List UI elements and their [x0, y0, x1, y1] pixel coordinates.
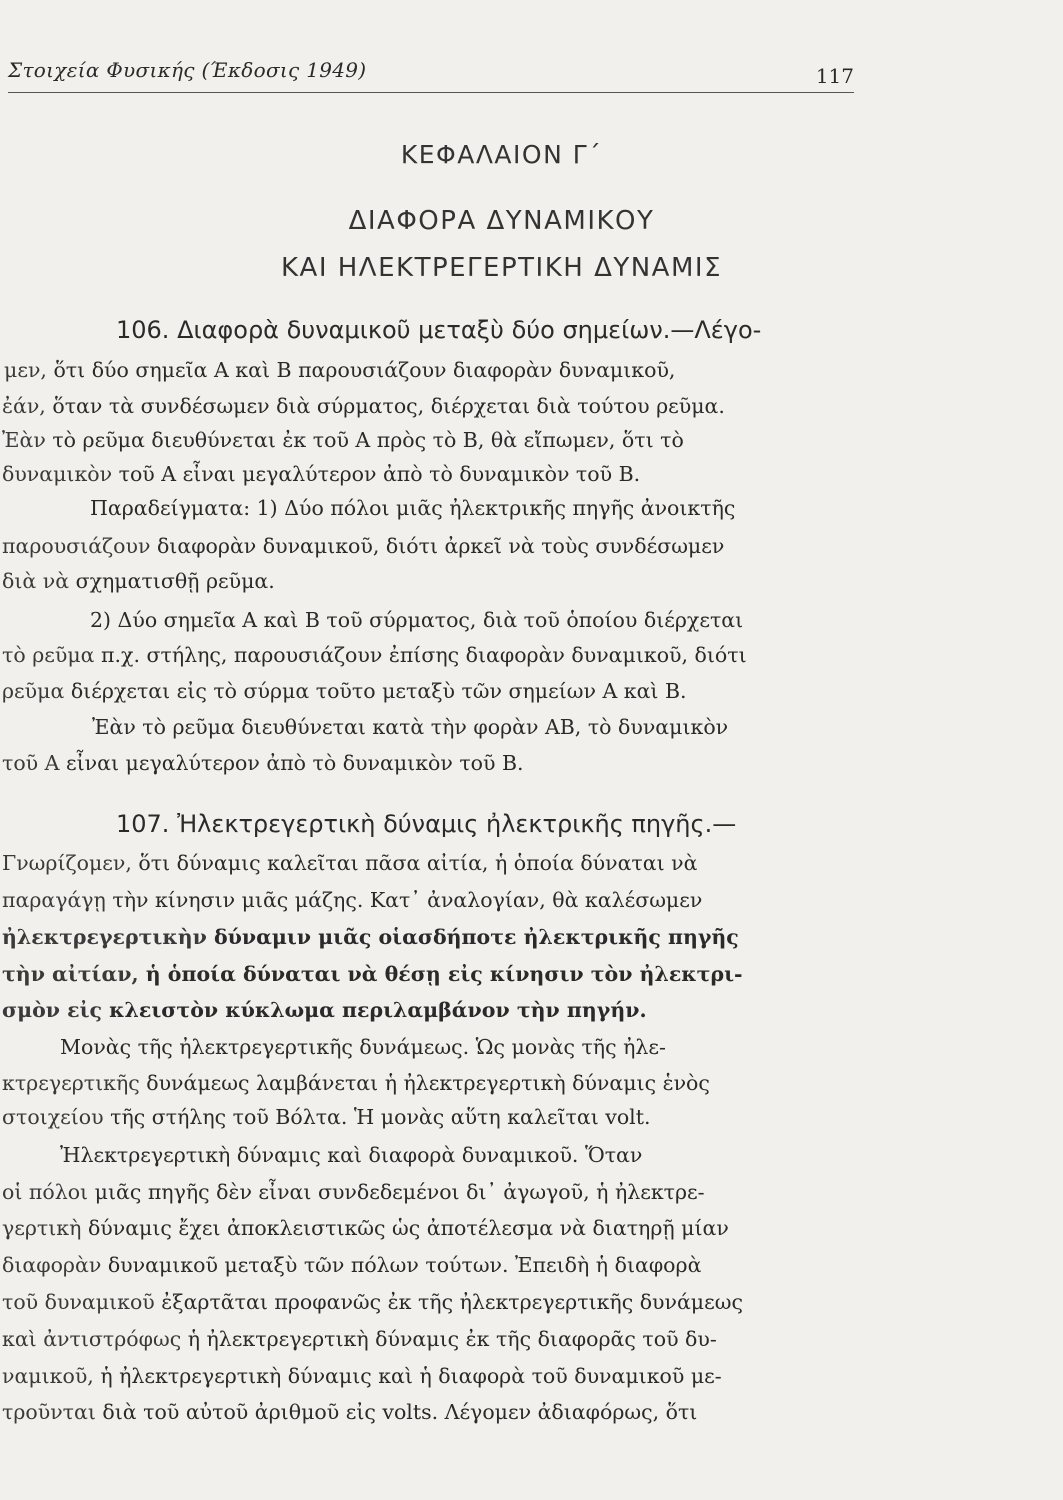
- text-line: παραγάγῃ τὴν κίνησιν μιᾶς μάζης. Κατ᾿ ἀναλογίαν, θὰ καλέσωμεν: [2, 888, 703, 912]
- text-line: Ἐὰν τὸ ρεῦμα διευθύνεται ἐκ τοῦ Α πρὸς τὸ Β, θὰ εἴπωμεν, ὅτι τὸ: [2, 428, 684, 452]
- subheading-unit: Μονὰς τῆς ἠλεκτρεγερτικῆς δυνάμεως. Ὡς μονὰς τῆς ἠλε-: [60, 1035, 666, 1059]
- page-header: [8, 52, 854, 93]
- text-line: κτρεγερτικῆς δυνάμεως λαμβάνεται ἡ ἠλεκτρεγερτικὴ δύναμις ἑνὸς: [2, 1071, 710, 1095]
- chapter-title-line-1: ΔΙΑΦΟΡΑ ΔΥΝΑΜΙΚΟΥ: [348, 206, 655, 236]
- section-107-heading: 107. Ἠλεκτρεγερτικὴ δύναμις ἠλεκτρικῆς πηγῆς.—: [116, 810, 737, 838]
- chapter-label: ΚΕΦΑΛΑΙΟΝ Γ΄: [400, 140, 603, 169]
- text-line: τροῦνται διὰ τοῦ αὐτοῦ ἀριθμοῦ εἰς volts. Λέγομεν ἀδιαφόρως, ὅτι: [2, 1400, 698, 1424]
- text-line: τὴν αἰτίαν, ἡ ὁποία δύναται νὰ θέσῃ εἰς κίνησιν τὸν ἠλεκτρι-: [2, 962, 743, 986]
- text-line: τοῦ δυναμικοῦ ἐξαρτᾶται προφανῶς ἐκ τῆς ἠλεκτρεγερτικῆς δυνάμεως: [2, 1290, 743, 1314]
- text-line: ἠλεκτρεγερτικὴν δύναμιν μιᾶς οἱασδήποτε ἠλεκτρικῆς πηγῆς: [2, 925, 739, 949]
- text-line: τοῦ Α εἶναι μεγαλύτερον ἀπὸ τὸ δυναμικὸν τοῦ Β.: [2, 751, 524, 775]
- text-line: Γνωρίζομεν, ὅτι δύναμις καλεῖται πᾶσα αἰτία, ἡ ὁποία δύναται νὰ: [2, 851, 698, 875]
- text-line: ρεῦμα διέρχεται εἰς τὸ σύρμα τοῦτο μεταξὺ τῶν σημείων Α καὶ Β.: [2, 679, 687, 703]
- text-line: ναμικοῦ, ἡ ἠλεκτρεγερτικὴ δύναμις καὶ ἡ διαφορὰ τοῦ δυναμικοῦ με-: [2, 1364, 722, 1388]
- text-line: καὶ ἀντιστρόφως ἡ ἠλεκτρεγερτικὴ δύναμις ἐκ τῆς διαφορᾶς τοῦ δυ-: [2, 1327, 717, 1351]
- text-line: στοιχείου τῆς στήλης τοῦ Βόλτα. Ἡ μονὰς αὕτη καλεῖται volt.: [2, 1105, 651, 1129]
- text-line: δυναμικὸν τοῦ Α εἶναι μεγαλύτερον ἀπὸ τὸ δυναμικὸν τοῦ Β.: [2, 462, 641, 486]
- text-line: Παραδείγματα: 1) Δύο πόλοι μιᾶς ἠλεκτρικῆς πηγῆς ἀνοικτῆς: [90, 496, 736, 520]
- text-line: διὰ νὰ σχηματισθῇ ρεῦμα.: [2, 569, 275, 593]
- text-line: μεν, ὅτι δύο σημεῖα Α καὶ Β παρουσιάζουν διαφορὰν δυναμικοῦ,: [4, 358, 676, 382]
- text-line: γερτικὴ δύναμις ἔχει ἀποκλειστικῶς ὡς ἀποτέλεσμα νὰ διατηρῇ μίαν: [2, 1216, 729, 1240]
- page-number: 117: [815, 64, 854, 88]
- section-106-heading: 106. Διαφορὰ δυναμικοῦ μεταξὺ δύο σημείων.—Λέγο-: [116, 316, 762, 344]
- text-line: σμὸν εἰς κλειστὸν κύκλωμα περιλαμβάνον τὴν πηγήν.: [2, 998, 647, 1022]
- text-line: οἱ πόλοι μιᾶς πηγῆς δὲν εἶναι συνδεδεμένοι δι᾿ ἀγωγοῦ, ἡ ἠλεκτρε-: [2, 1180, 705, 1204]
- text-line: παρουσιάζουν διαφορὰν δυναμικοῦ, διότι ἀρκεῖ νὰ τοὺς συνδέσωμεν: [2, 534, 725, 558]
- running-title: Στοιχεία Φυσικής (Έκδοσις 1949): [8, 58, 367, 82]
- subheading-emf: Ἠλεκτρεγερτικὴ δύναμις καὶ διαφορὰ δυναμικοῦ. Ὅταν: [60, 1143, 643, 1167]
- text-line: διαφορὰν δυναμικοῦ μεταξὺ τῶν πόλων τούτων. Ἐπειδὴ ἡ διαφορὰ: [2, 1253, 702, 1277]
- text-line: ἐάν, ὅταν τὰ συνδέσωμεν διὰ σύρματος, διέρχεται διὰ τούτου ρεῦμα.: [2, 394, 725, 418]
- text-line: 2) Δύο σημεῖα Α καὶ Β τοῦ σύρματος, διὰ τοῦ ὁποίου διέρχεται: [90, 608, 744, 632]
- text-line: τὸ ρεῦμα π.χ. στήλης, παρουσιάζουν ἐπίσης διαφορὰν δυναμικοῦ, διότι: [2, 643, 747, 667]
- chapter-title-line-2: ΚΑΙ ΗΛΕΚΤΡΕΓΕΡΤΙΚΗ ΔΥΝΑΜΙΣ: [280, 253, 722, 283]
- text-line: Ἐὰν τὸ ρεῦμα διευθύνεται κατὰ τὴν φορὰν ΑΒ, τὸ δυναμικὸν: [92, 715, 729, 739]
